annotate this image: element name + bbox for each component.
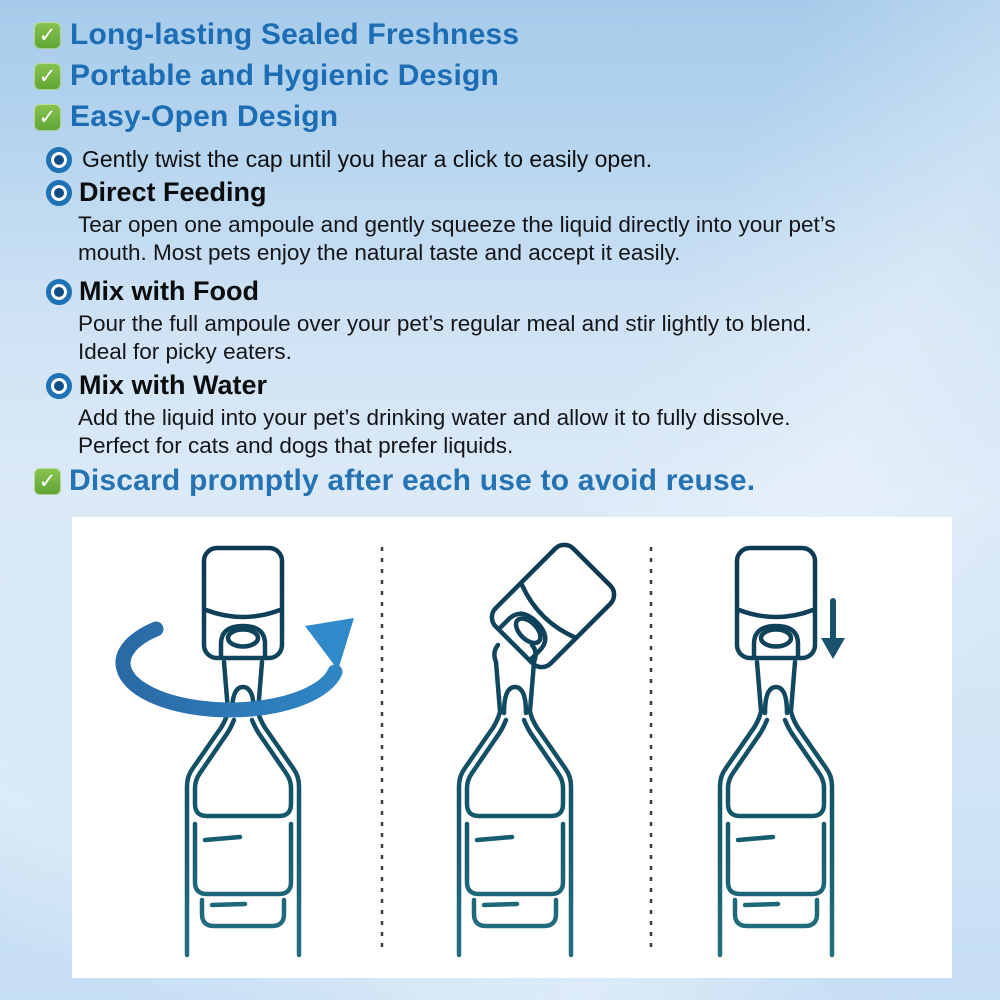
method-heading (46, 177, 836, 208)
tilted-cap (487, 540, 620, 673)
feature-item-freshness (34, 18, 519, 52)
method-description (78, 310, 812, 365)
feature-label: Easy-Open Design (70, 100, 339, 133)
method-mix-with-food (46, 276, 812, 365)
down-arrow-icon (821, 601, 845, 659)
feature-label: Portable and Hygienic Design (70, 59, 500, 92)
usage-steps-illustration (72, 517, 952, 978)
target-bullet-icon (46, 279, 72, 305)
method-mix-with-water (46, 370, 790, 459)
warning-text: Discard promptly after each use to avoid reuse. (69, 464, 756, 497)
target-bullet-icon (46, 180, 72, 206)
usage-tip-text: Gently twist the cap until you hear a click to easily open. (82, 146, 653, 172)
method-title: Mix with Food (79, 276, 259, 306)
usage-tip (46, 146, 652, 173)
green-checkbox-icon: ✓ (34, 63, 61, 90)
bottle-step-2-open (459, 645, 571, 955)
green-checkbox-icon: ✓ (34, 22, 61, 49)
target-bullet-icon (46, 147, 72, 173)
method-title: Mix with Water (79, 370, 268, 400)
method-heading (46, 370, 790, 401)
bottle-step-3-reseal (720, 548, 832, 955)
description-line: Add the liquid into your pet’s drinking water and allow it to fully dissolve. (78, 405, 791, 430)
feature-label: Long-lasting Sealed Freshness (70, 18, 520, 51)
target-bullet-icon (46, 373, 72, 399)
description-line: Ideal for picky eaters. (78, 338, 292, 364)
green-checkbox-icon: ✓ (34, 468, 61, 495)
description-line: Tear open one ampoule and gently squeeze the liquid directly into your pet’s (78, 212, 836, 237)
description-line: Perfect for cats and dogs that prefer liquids. (78, 432, 514, 458)
bottle-step-1-twist (187, 548, 299, 955)
description-line: mouth. Most pets enjoy the natural taste and accept it easily. (78, 239, 681, 265)
method-direct-feeding (46, 177, 836, 266)
description-line: Pour the full ampoule over your pet’s regular meal and stir lightly to blend. (78, 311, 812, 336)
method-description (78, 404, 790, 459)
method-title: Direct Feeding (79, 177, 267, 207)
feature-item-portable (34, 59, 499, 93)
warning-discard (34, 464, 755, 498)
usage-steps-panel (72, 517, 952, 978)
method-heading (46, 276, 812, 307)
feature-item-easy-open (34, 100, 338, 134)
method-description (78, 211, 836, 266)
green-checkbox-icon: ✓ (34, 104, 61, 131)
